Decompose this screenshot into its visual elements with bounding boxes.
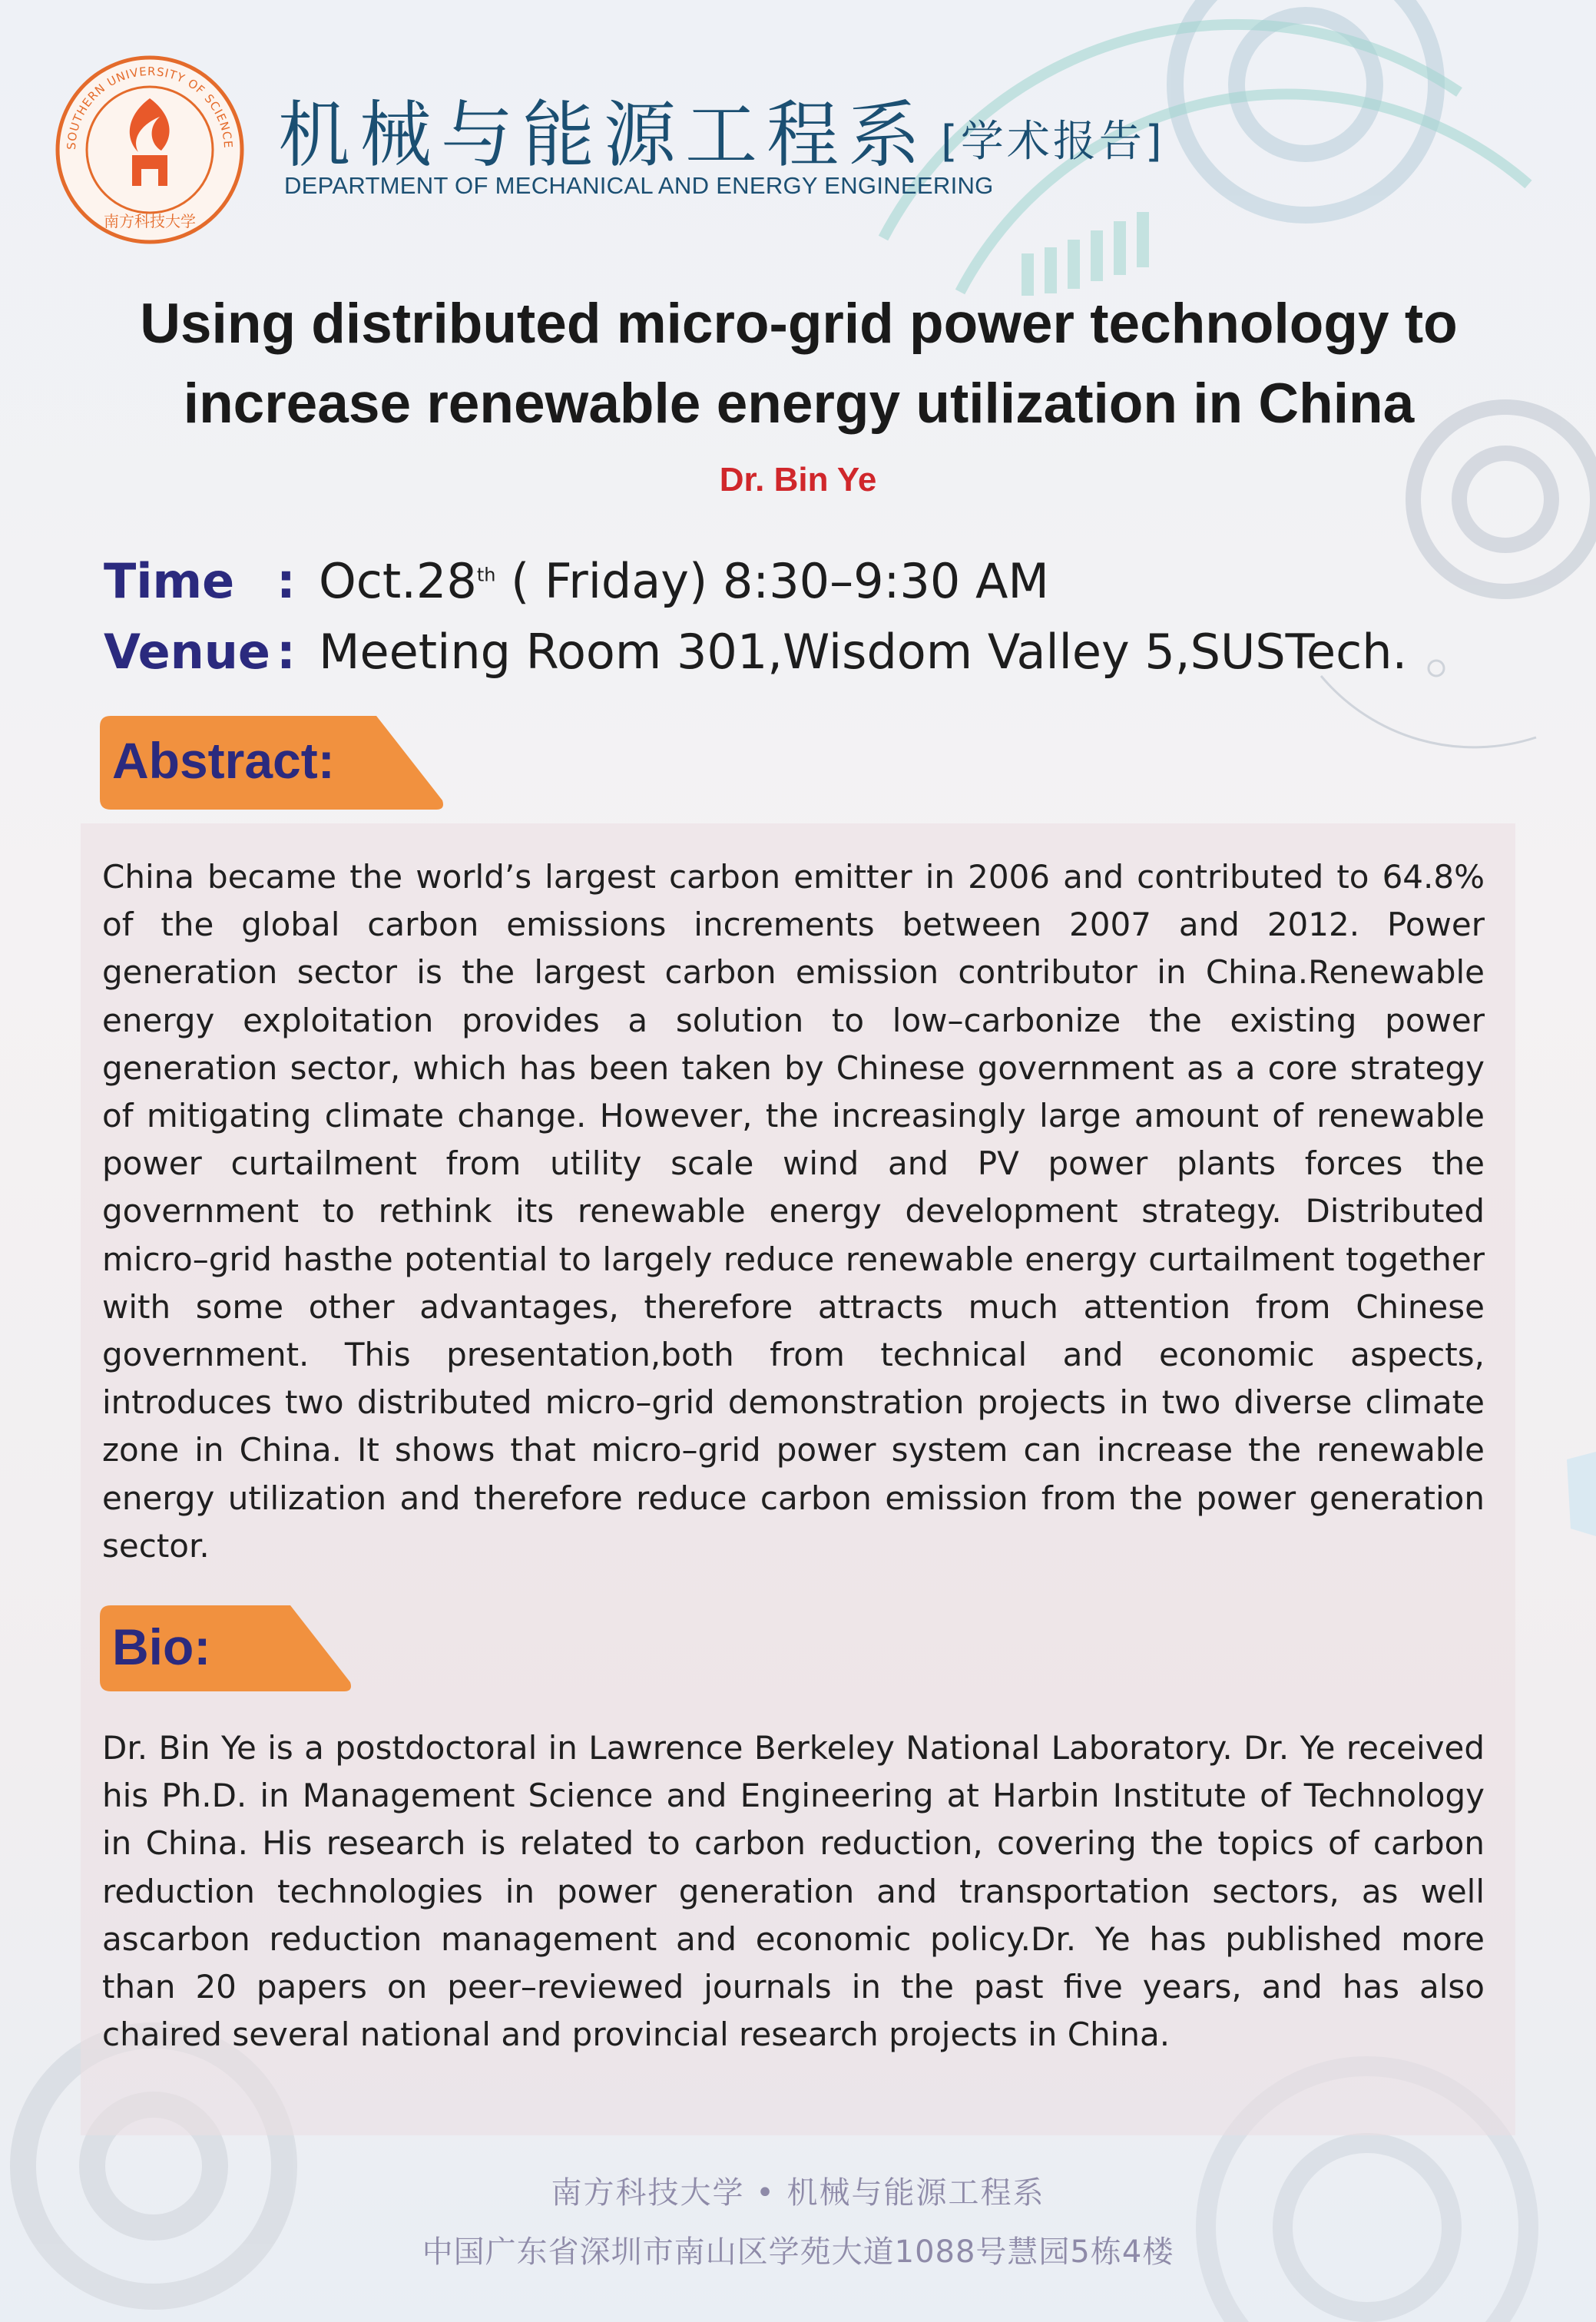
department-title-cn: 机械与能源工程系 — [278, 94, 930, 177]
svg-text:南方科技大学: 南方科技大学 — [104, 212, 196, 230]
venue-row — [104, 624, 1407, 680]
time-date-suffix: th — [476, 564, 496, 586]
bio-heading: Bio: — [112, 1618, 211, 1675]
university-seal-logo — [54, 54, 246, 246]
department-title-en: DEPARTMENT OF MECHANICAL AND ENERGY ENGINEERING — [284, 172, 994, 199]
venue-value: Meeting Room 301,Wisdom Valley 5,SUSTech. — [319, 624, 1408, 680]
time-colon: : — [276, 553, 296, 609]
talk-title — [61, 284, 1536, 444]
svg-text:SOUTHERN UNIVERSITY OF SCIENCE: SOUTHERN UNIVERSITY OF SCIENCE — [64, 64, 236, 151]
venue-label: Venue — [104, 624, 270, 680]
academic-report-tag: [学术报告] — [941, 117, 1165, 167]
speaker-name: Dr. Bin Ye — [719, 461, 877, 499]
bio-heading-tab — [100, 1605, 353, 1704]
abstract-heading-tab — [100, 716, 445, 814]
abstract-text: China became the world’s largest carbon emitter in 2006 and contributed to 64.8% of the global carbon emissions increments between 2007 and 2012. Power generation sector is the largest carbon emission contributor in China.Renewable energy exploitation provides a solution to low–carbonize the existing power generation sector, which has been taken by Chinese government as a core strategy of mitigating climate change. However, the increasingly large amount of renewable power curtailment from utility scale wind and PV power plants forces the government to rethink its renewable energy development strategy. Distributed micro–grid hasthe potential to largely reduce renewable energy curtailment together with some other advantages, therefore attracts much attention from Chinese government. This presentation,both from technical and economic aspects, introduces two distributed micro–grid demonstration projects in two diverse climate zone in China. It shows that micro–grid power system can increase the renewable energy utilization and therefore reduce carbon emission from the power generation sector. — [102, 858, 1485, 1565]
footer-address: 中国广东省深圳市南山区学苑大道1088号慧园5栋4楼 — [422, 2234, 1174, 2270]
bio-text: Dr. Bin Ye is a postdoctoral in Lawrence Berkeley National Laboratory. Dr. Ye received his Ph.D. in Management Science and Engineering at Harbin Institute of Technology in China. His research is related to carbon reduction, covering the topics of carbon reduction technologies in power generation and transportation sectors, as well ascarbon reduction management and economic policy.Dr. Ye has published more than 20 papers on peer–reviewed journals in the past five years, and has also chaired several national and provincial research projects in China. — [102, 1729, 1485, 2054]
footer-institution: 南方科技大学 • 机械与能源工程系 — [551, 2175, 1045, 2211]
abstract-heading: Abstract: — [112, 732, 335, 789]
time-hours: ( Friday) 8:30–9:30 AM — [511, 553, 1049, 609]
time-value — [319, 553, 1049, 609]
time-label: Time — [104, 553, 235, 609]
talk-title-line1: Using distributed micro-grid power technology to — [140, 293, 1458, 355]
time-date: Oct.28 — [319, 553, 477, 609]
talk-title-line2: increase renewable energy utilization in China — [183, 373, 1415, 435]
time-row — [104, 553, 1049, 609]
venue-colon: : — [276, 624, 296, 680]
